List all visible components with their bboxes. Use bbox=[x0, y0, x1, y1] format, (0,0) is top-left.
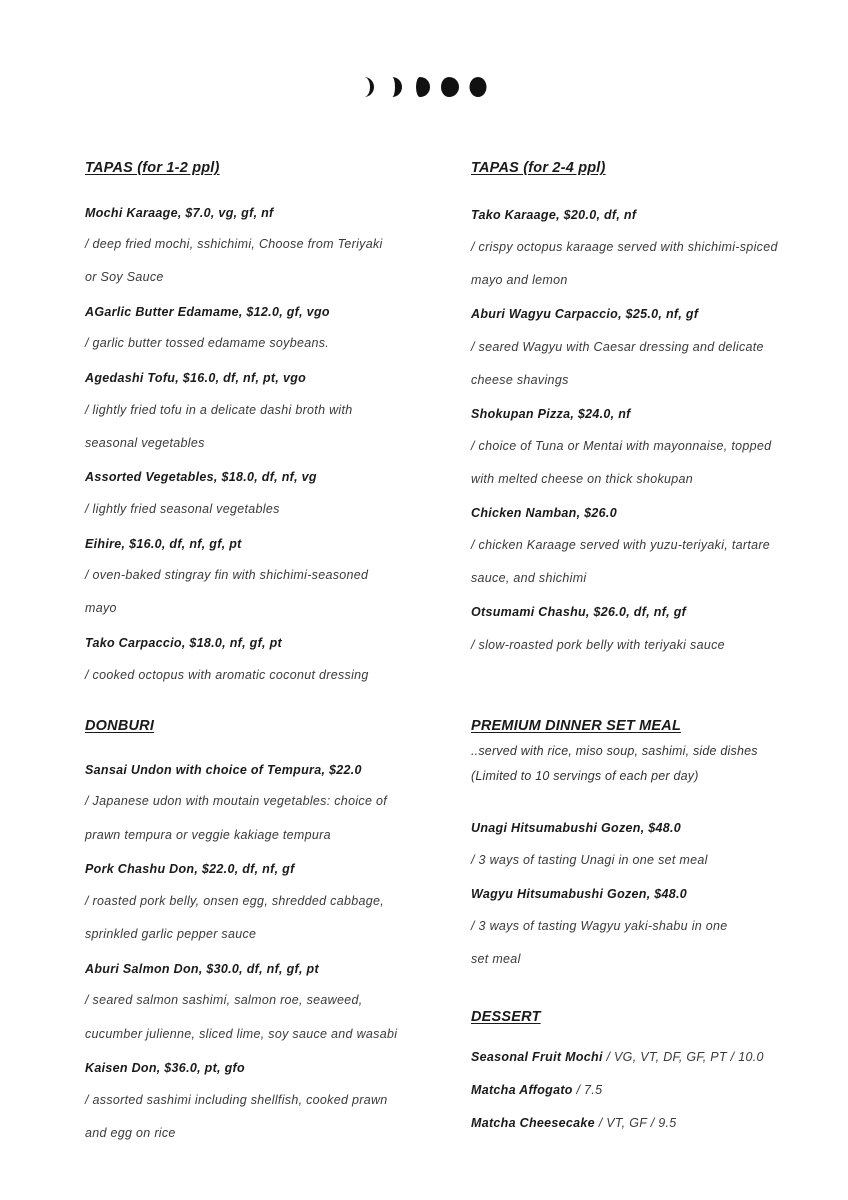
menu-item-desc: / crispy octopus karaage served with shichimi-spiced bbox=[471, 240, 778, 254]
menu-item-name: Kaisen Don, $36.0, pt, gfo bbox=[85, 1061, 245, 1075]
menu-item-desc: cheese shavings bbox=[471, 373, 569, 387]
menu-item-desc: sauce, and shichimi bbox=[471, 571, 587, 585]
menu-item-name: Mochi Karaage, $7.0, vg, gf, nf bbox=[85, 206, 274, 220]
premium-limit-note: (Limited to 10 servings of each per day) bbox=[471, 769, 699, 783]
menu-item-desc: mayo and lemon bbox=[471, 273, 568, 287]
dessert-item-name: Matcha Affogato bbox=[471, 1083, 573, 1097]
menu-item-name: Agedashi Tofu, $16.0, df, nf, pt, vgo bbox=[85, 371, 307, 385]
section-heading: TAPAS (for 2-4 ppl) bbox=[471, 160, 606, 176]
dessert-item-details: / VG, VT, DF, GF, PT / 10.0 bbox=[602, 1050, 764, 1064]
menu-item-desc: cucumber julienne, sliced lime, soy sauce and wasabi bbox=[85, 1027, 398, 1041]
menu-item-desc: / slow-roasted pork belly with teriyaki sauce bbox=[471, 638, 725, 652]
menu-item-name: Aburi Salmon Don, $30.0, df, nf, gf, pt bbox=[85, 962, 319, 976]
menu-item-name: Chicken Namban, $26.0 bbox=[471, 506, 617, 520]
menu-item-name: Sansai Undon with choice of Tempura, $22.0 bbox=[85, 763, 362, 777]
dessert-item-name: Matcha Cheesecake bbox=[471, 1116, 595, 1130]
menu-item-desc: / roasted pork belly, onsen egg, shredded cabbage, bbox=[85, 894, 384, 908]
menu-item-desc: seasonal vegetables bbox=[85, 436, 205, 450]
dessert-item bbox=[471, 1049, 764, 1065]
dessert-item bbox=[471, 1115, 677, 1131]
logo bbox=[0, 74, 848, 100]
menu-item-desc: / 3 ways of tasting Wagyu yaki-shabu in one bbox=[471, 919, 728, 933]
menu-item-desc: with melted cheese on thick shokupan bbox=[471, 472, 694, 486]
dessert-item-details: / VT, GF / 9.5 bbox=[594, 1116, 677, 1130]
section-heading: DONBURI bbox=[85, 718, 155, 734]
tapas-small-section bbox=[85, 160, 435, 682]
menu-item-name: AGarlic Butter Edamame, $12.0, gf, vgo bbox=[85, 305, 330, 319]
menu-item-desc: / chicken Karaage served with yuzu-teriyaki, tartare bbox=[471, 538, 771, 552]
menu-item-name: Assorted Vegetables, $18.0, df, nf, vg bbox=[85, 470, 317, 484]
menu-item-name: Pork Chashu Don, $22.0, df, nf, gf bbox=[85, 862, 295, 876]
menu-item-desc: / cooked octopus with aromatic coconut dressing bbox=[85, 668, 369, 682]
menu-item-name: Tako Karaage, $20.0, df, nf bbox=[471, 208, 637, 222]
menu-item-desc: / lightly fried seasonal vegetables bbox=[85, 502, 280, 516]
donburi-section bbox=[85, 718, 435, 1140]
section-heading: DESSERT bbox=[471, 1009, 541, 1025]
menu-item-desc: / seared salmon sashimi, salmon roe, seaweed, bbox=[85, 993, 363, 1007]
menu-item-name: Wagyu Hitsumabushi Gozen, $48.0 bbox=[471, 887, 688, 901]
menu-item-desc: / 3 ways of tasting Unagi in one set meal bbox=[471, 853, 708, 867]
menu-item-desc: / assorted sashimi including shellfish, cooked prawn bbox=[85, 1093, 388, 1107]
menu-item-name: Unagi Hitsumabushi Gozen, $48.0 bbox=[471, 821, 682, 835]
dessert-item-name: Seasonal Fruit Mochi bbox=[471, 1050, 603, 1064]
dessert-item bbox=[471, 1082, 602, 1098]
menu-item-name: Shokupan Pizza, $24.0, nf bbox=[471, 407, 631, 421]
menu-item-name: Tako Carpaccio, $18.0, nf, gf, pt bbox=[85, 636, 282, 650]
menu-item-desc: sprinkled garlic pepper sauce bbox=[85, 927, 257, 941]
menu-item-name: Aburi Wagyu Carpaccio, $25.0, nf, gf bbox=[471, 307, 699, 321]
premium-subtitle: ..served with rice, miso soup, sashimi, side dishes bbox=[471, 744, 758, 758]
menu-item-desc: mayo bbox=[85, 601, 117, 615]
menu-item-desc: / seared Wagyu with Caesar dressing and delicate bbox=[471, 340, 764, 354]
tapas-large-section bbox=[471, 160, 821, 652]
premium-set-section bbox=[471, 718, 821, 966]
moon-phases-icon bbox=[354, 74, 494, 100]
menu-item-desc: / deep fried mochi, sshichimi, Choose from Teriyaki bbox=[85, 237, 383, 251]
menu-item-desc: / garlic butter tossed edamame soybeans. bbox=[85, 336, 330, 350]
section-heading: PREMIUM DINNER SET MEAL bbox=[471, 718, 682, 734]
menu-item-desc: / lightly fried tofu in a delicate dashi broth with bbox=[85, 403, 353, 417]
menu-item-desc: set meal bbox=[471, 952, 521, 966]
menu-item-desc: prawn tempura or veggie kakiage tempura bbox=[85, 828, 331, 842]
menu-item-name: Eihire, $16.0, df, nf, gf, pt bbox=[85, 537, 242, 551]
menu-item-name: Otsumami Chashu, $26.0, df, nf, gf bbox=[471, 605, 687, 619]
menu-item-desc: / oven-baked stingray fin with shichimi-seasoned bbox=[85, 568, 369, 582]
menu-item-desc: / choice of Tuna or Mentai with mayonnaise, topped bbox=[471, 439, 772, 453]
menu-item-desc: / Japanese udon with moutain vegetables: choice of bbox=[85, 794, 387, 808]
section-heading: TAPAS (for 1-2 ppl) bbox=[85, 160, 220, 176]
menu-item-desc: or Soy Sauce bbox=[85, 270, 164, 284]
dessert-section bbox=[471, 1009, 821, 1130]
menu-item-desc: and egg on rice bbox=[85, 1126, 176, 1140]
dessert-item-details: / 7.5 bbox=[572, 1083, 603, 1097]
